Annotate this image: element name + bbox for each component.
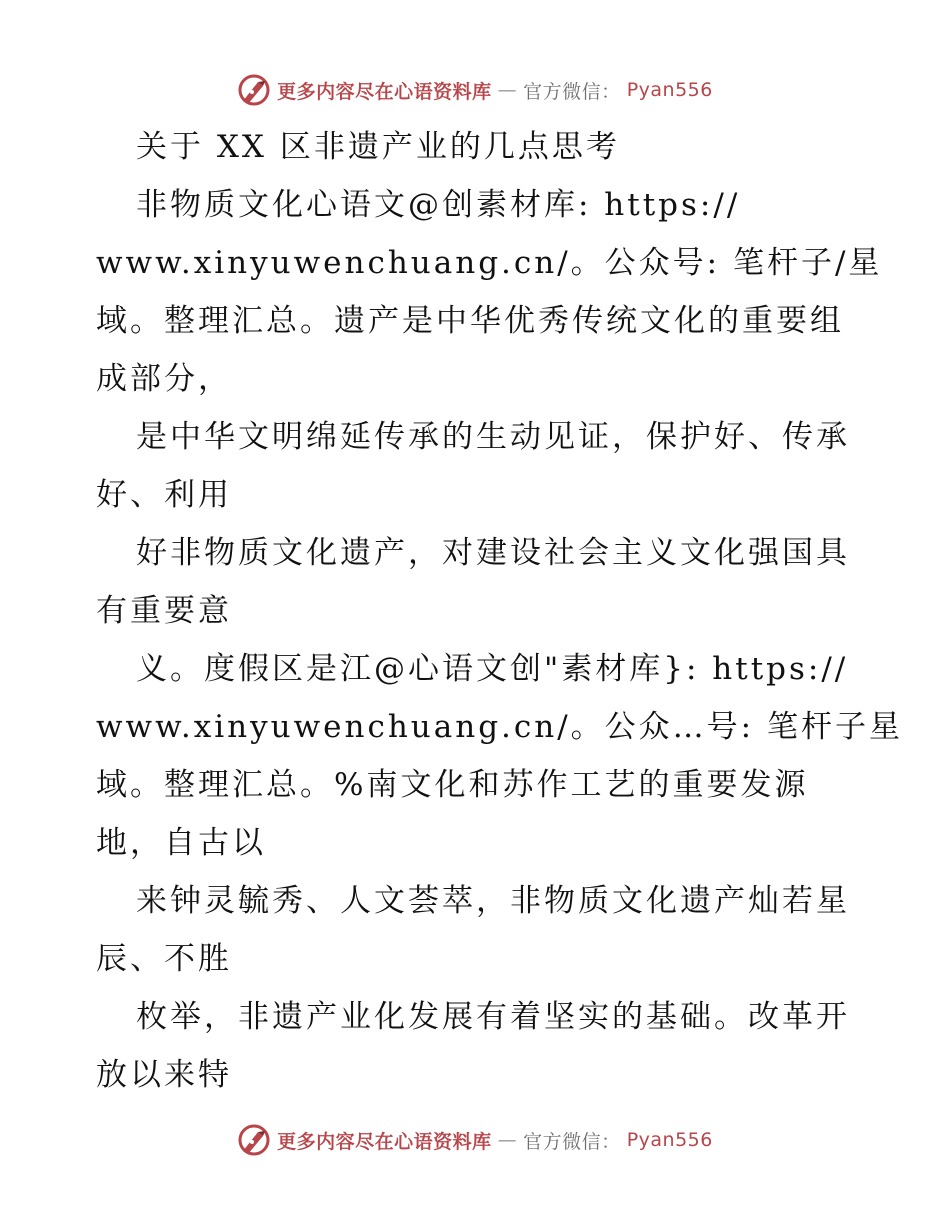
pen-circle-logo-icon	[237, 73, 271, 107]
banner-main-text: 更多内容尽在心语资料库	[277, 1130, 492, 1153]
banner-wechat-id: Pyan556	[626, 1129, 713, 1151]
banner-dash: —	[497, 1129, 518, 1151]
document-line: 辰、不胜	[96, 941, 232, 977]
header-banner	[0, 70, 950, 110]
document-line: 好、利用	[96, 477, 232, 513]
document-line: 地，自古以	[96, 825, 266, 861]
banner-dash: —	[497, 79, 518, 101]
banner-wechat-label: 官方微信：	[523, 80, 621, 103]
banner-content	[237, 73, 713, 107]
document-line: 有重要意	[96, 593, 232, 629]
document-body	[96, 118, 903, 1104]
document-line: 是中华文明绵延传承的生动见证，保护好、传承	[136, 419, 850, 455]
document-line: 义。度假区是江@心语文创"素材库}: https://	[136, 651, 849, 687]
document-line: 成部分，	[96, 361, 232, 397]
document-line: www.xinyuwenchuang.cn/。公众…号: 笔杆子星	[96, 709, 903, 745]
document-line: www.xinyuwenchuang.cn/。公众号: 笔杆子/星	[96, 245, 883, 281]
banner-wechat-label: 官方微信：	[523, 1130, 621, 1153]
banner-wechat-id: Pyan556	[626, 79, 713, 101]
banner-main-text: 更多内容尽在心语资料库	[277, 80, 492, 103]
document-line: 来钟灵毓秀、人文荟萃，非物质文化遗产灿若星	[136, 883, 850, 919]
document-line: 枚举，非遗产业化发展有着坚实的基础。改革开	[136, 999, 850, 1035]
document-line: 域。整理汇总。遗产是中华优秀传统文化的重要组	[96, 303, 844, 339]
footer-banner	[0, 1120, 950, 1160]
document-line: 好非物质文化遗产，对建设社会主义文化强国具	[136, 535, 850, 571]
document-line: 域。整理汇总。%南文化和苏作工艺的重要发源	[96, 767, 809, 803]
pen-circle-logo-icon	[237, 1123, 271, 1157]
banner-content	[237, 1123, 713, 1157]
document-line: 非物质文化心语文@创素材库: https://	[136, 187, 741, 223]
document-line: 放以来特	[96, 1057, 232, 1093]
document-title: 关于 XX 区非遗产业的几点思考	[136, 129, 620, 165]
